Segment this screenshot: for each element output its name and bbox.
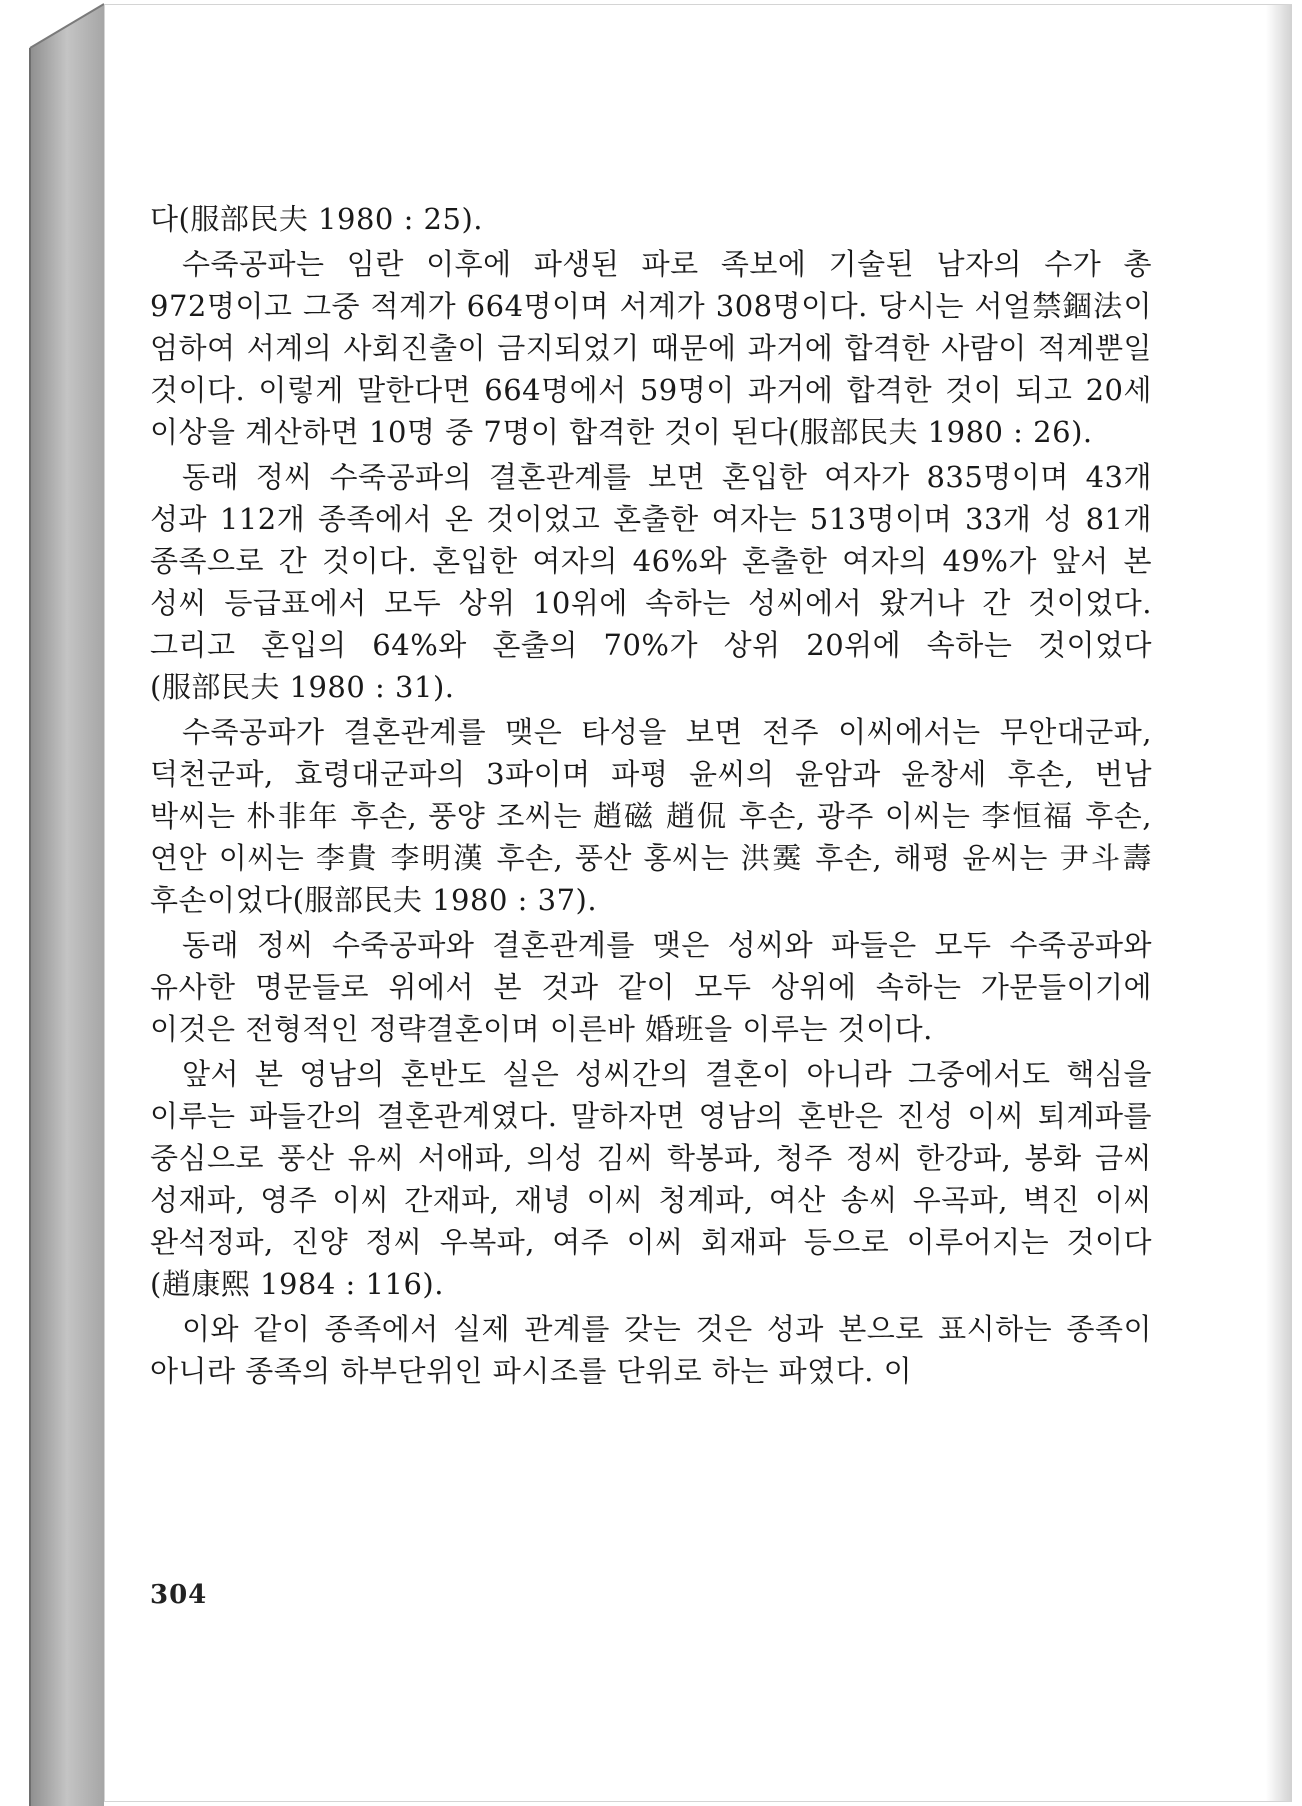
paragraph-sujukgongpa-members: 수죽공파는 임란 이후에 파생된 파로 족보에 기술된 남자의 수가 총 972명이고 그중 적계가 664명이며 서계가 308명이다. 당시는 서얼禁錮法이 엄하여 서계의 사회진출이 금지되었기 때문에 과거에 합격한 사람이 적계뿐일 것이다. 이렇게 말한다면 664명에서 59명이 과거에 합격한 것이 되고 20세 이상을 계산하면 10명 중 7명이 합격한 것이 된다(服部民夫 1980 : 26).: [150, 247, 1152, 449]
paragraph-marriage-relations: 동래 정씨 수죽공파의 결혼관계를 보면 혼입한 여자가 835명이며 43개 성과 112개 종족에서 온 것이었고 혼출한 여자는 513명이며 33개 성 81개 종족으로 간 것이다. 혼입한 여자의 46%와 혼출한 여자의 49%가 앞서 본 성씨 등급표에서 모두 상위 10위에 속하는 성씨에서 왔거나 간 것이었다. 그리고 혼입의 64%와 혼출의 70%가 상위 20위에 속하는 것이었다(服部民夫 1980 : 31).: [150, 460, 1152, 704]
paragraph-honban: 동래 정씨 수죽공파와 결혼관계를 맺은 성씨와 파들은 모두 수죽공파와 유사한 명문들로 위에서 본 것과 같이 모두 상위에 속하는 가문들이기에 이것은 전형적인 정략결혼이며 이른바 婚班을 이루는 것이다.: [150, 928, 1152, 1046]
paragraph-yeongnam-honban: 앞서 본 영남의 혼반도 실은 성씨간의 결혼이 아니라 그중에서도 핵심을 이루는 파들간의 결혼관계였다. 말하자면 영남의 혼반은 진성 이씨 퇴계파를 중심으로 풍산 유씨 서애파, 의성 김씨 학봉파, 청주 정씨 한강파, 봉화 금씨 성재파, 영주 이씨 간재파, 재녕 이씨 청계파, 여산 송씨 우곡파, 벽진 이씨 완석정파, 진양 정씨 우복파, 여주 이씨 회재파 등으로 이루어지는 것이다(趙康熙 1984 : 116).: [150, 1057, 1152, 1301]
body-text: [150, 198, 1152, 1395]
paragraph-continuation: 다(服部民夫 1980 : 25).: [150, 202, 483, 236]
paragraph-other-clans: 수죽공파가 결혼관계를 맺은 타성을 보면 전주 이씨에서는 무안대군파, 덕천군파, 효령대군파의 3파이며 파평 윤씨의 윤암과 윤창세 후손, 번남 박씨는 朴非年 후손, 풍양 조씨는 趙磁 趙侃 후손, 광주 이씨는 李恒福 후손, 연안 이씨는 李貴 李明漢 후손, 풍산 홍씨는 洪霙 후손, 해평 윤씨는 尹斗壽 후손이었다(服部民夫 1980 : 37).: [150, 715, 1152, 917]
page-edge-shadow: [1266, 5, 1292, 1801]
page-number: 304: [150, 1580, 208, 1610]
paragraph-lineage-unit: 이와 같이 종족에서 실제 관계를 갖는 것은 성과 본으로 표시하는 종족이 아니라 종족의 하부단위인 파시조를 단위로 하는 파였다. 이: [150, 1312, 1152, 1388]
